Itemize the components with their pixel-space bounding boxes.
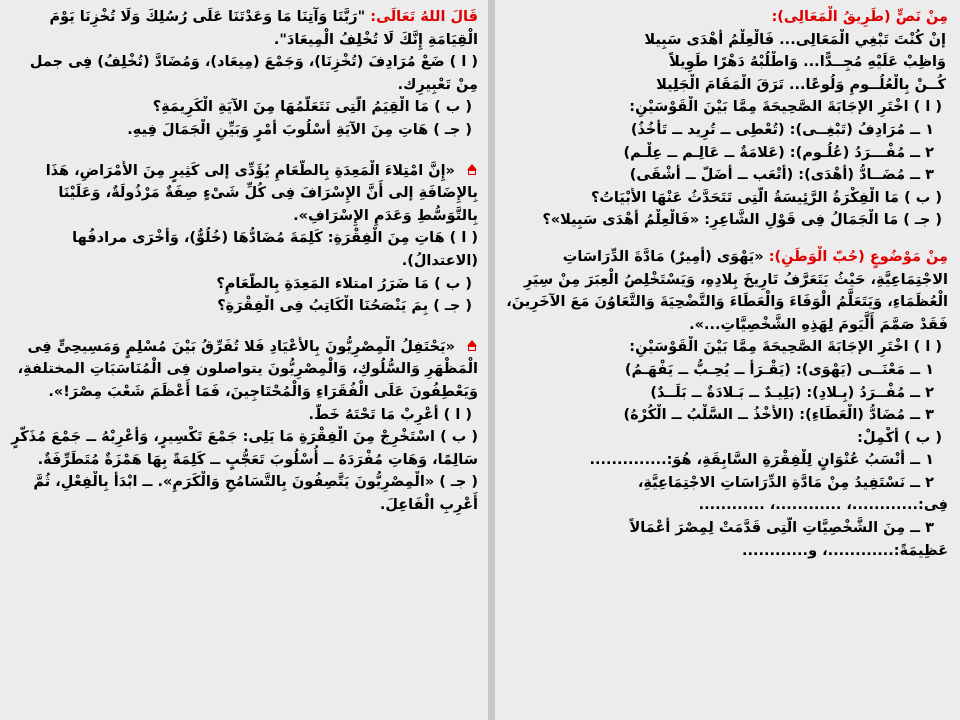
topic-question-b-item-1: ١ ــ أَنْسَبُ عُنْوَانٍ لِلْفِقْرَةِ السَّابِقَةِ، هُوَ:.............. [589,452,934,469]
topic-paragraph [501,246,948,336]
verse-line-3: كُــنْ بِالْعُلُــومِ وَلُوعًا... تَرَقَ الْمَقَامَ الْجَلِيلا [656,76,946,93]
paragraph-3 [6,336,478,404]
topic-question-b-item-3-blanks: عَظِيمَةً:............، و............ [741,542,948,559]
text-heading: مِنْ نَصٍّ (طَرِيقُ الْمَعَالِى): [771,9,948,25]
topic-heading: مِنْ مَوْضُوعٍ (حُبّ الْوَطَنِ): [768,248,948,265]
quran-verse [6,6,478,51]
verse-question-c: ( جـ ) هَاتِ مِنَ الآيَةِ أُسْلُوبَ أَمْرٍ وَبَيِّنِ الْجَمَالَ فِيهِ. [127,121,472,138]
topic-question-a-item-3: ٣ ــ مُضَادُّ (الْعَطَاءِ): (الأَخْذُ ــ السَّلْبُ ــ الْكُرْهُ) [623,407,934,424]
topic-question-a-item-2: ٢ ــ مُفْــرَدُ (بِـلادِ): (بَلِيـدٌ ــ بَـلادَةٌ ــ بَلَــدٌ) [650,384,934,401]
verse-question-a: ( ا ) ضَعْ مُرَادِفَ (تُخْزِنَا)، وَجَمْعَ (مِيعَاد)، وَمُضَادَّ (تُخْلِفُ) فِى جمل مِنْ تَعْبِيرِك. [29,54,478,93]
paragraph-2-question-a: ( ا ) هَاتِ مِنَ الْفِقْرَةِ: كَلِمَةَ مُضَادُّهَا (خُلُوٌّ)، وَأُخْرَى مرادفُها (الاعتدالُ). [72,230,478,269]
topic-question-a: ( ا ) اخْتَرِ الإجَابَةَ الصَّحِيحَةَ مِمَّا بَيْنَ الْقَوْسَيْنِ: [629,339,942,356]
topic-body: «يَهْوَى (أَمِيرٌ) مَادَّةَ الدِّرَاسَاتِ الاجْتِمَاعِيَّةِ، حَيْثُ يَتَعَرَّفُ تَارِيخَ بِلادِهِ، وَيَسْتَخْلِصُ الْعِبَرَ مِنْ سِيَرِ الْعُظَمَاءِ، وَيَتَعَلَّمُ الْوَفَاءَ وَالْعَطَاءَ وَالتَّضْحِيَةَ وَالتَّعَاوُنَ مَعَ الآخَرِينَ، فَقَدْ صَمَّمَ أَلَّيَومَ لِهَذِهِ الشَّخْصِيَّاتِ...». [506,248,948,333]
paragraph-3-body: «يَحْتَفِلُ الْمِصْرِيُّونَ بِالأَعْيَادِ فَلا تُفَرِّقُ بَيْنَ مُسْلِمٍ وَمَسِيحِىٍّ فِى الْمَظْهَرِ وَالسُّلُوكِ، وَالْمِصْرِيُّونَ يتواصلون فِى الْمُنَاسَبَاتِ المختلفةِ، وَيَعْطِفُونَ عَلَى الْفُقَرَاءِ وَالْمُحْتَاجِينَ، فَمَا أَعْظَمَ شَعْبَ مِصْرَ!». [17,338,478,400]
paragraph-3-question-c: ( جـ ) «الْمِصْرِيُّونَ يَتَّصِفُونَ بِالتَّسَامُحِ وَالْكَرَمِ». ــ ابْدَأْ بِالْفِعْلِ، ثُمَّ أَعْرِبِ الْفَاعِلَ. [33,474,478,513]
paragraph-2 [6,160,478,228]
question-b: ( ب ) مَا الْفِكْرَةُ الرَّئِيسَةُ الَّتِى تَتَحَدَّثُ عَنْهَا الأَبْيَاتُ؟ [590,189,942,206]
topic-question-b-item-3: ٣ ــ مِنَ الشَّخْصِيَّاتِ الَّتِى قَدَّمَتْ لِمِصْرَ أَعْمَالاً [629,520,934,537]
topic-question-b: ( ب ) أَكْمِلْ: [857,429,942,446]
question-a-item-1: ١ ــ مُرَادِفُ (تَبْغِــى): (تُعْطِى ــ تُرِيد ــ تَأْخُذُ) [630,121,934,138]
question-a-item-3: ٣ ــ مُضَــادُّ (أَهْدَى): (أَتْعَب ــ أَضَلّ ــ أَشْقَى) [629,167,934,184]
home-icon [466,164,478,176]
paragraph-2-question-c: ( جـ ) بِمَ يَنْصَحُنَا الْكَاتِبُ فِى الْفِقْرَةِ؟ [217,298,472,315]
quran-verse-label: قَالَ اللهُ تَعَالَى: [370,9,478,25]
verse-line-1: إنْ كُنْتَ تَبْغِي الْمَعَالِى... فَالْعِلْمُ أَهْدَى سَبِيلا [644,31,946,48]
verse-line-2: وَاظِبْ عَلَيْهِ مُجِــدًّا... وَاطْلُبْهُ دَهْرًا طَوِيلاً [669,54,946,71]
right-column [495,0,960,720]
paragraph-2-body: «إِنَّ امْتِلاءَ الْمَعِدَةِ بِالطَّعَامِ يُؤَدِّى إلى كَثِيرٍ مِنَ الأَمْرَاضِ، هَذَا بِالإِضَافَةِ إلى أَنَّ الإِسْرَافَ فِى كُلِّ شَىْءٍ صِفَةٌ مَرْذُولَةٌ، وَعَلَيْنَا بِالتَّوَسُّطِ وَعَدَمِ الإِسْرَافِ». [45,162,478,224]
topic-question-a-item-1: ١ ــ مَعْنَــى (يَهْوَى): (يَقْـرَأُ ــ يُحِـبُّ ــ يَفْهَـمُ) [624,361,934,378]
question-a-item-2: ٢ ــ مُفْـــرَدُ (عُلُـوم): (عَلامَةٌ ــ عَالِـم ــ عِلْـم) [623,144,934,161]
question-a: ( ا ) اخْتَرِ الإجَابَةَ الصَّحِيحَةَ مِمَّا بَيْنَ الْقَوْسَيْنِ: [629,99,942,116]
paragraph-3-question-a: ( ا ) أَعْرِبْ مَا تَحْتَهُ خَطٌّ. [308,406,472,423]
topic-question-b-item-2-blanks: فِى:............، ............، ............ [698,497,948,514]
paragraph-3-question-b: ( ب ) اسْتَخْرِجْ مِنَ الْفِقْرَةِ مَا يَلِى: جَمْعَ تَكْسِيرٍ، وَأَعْرِبْهُ ــ جَمْعَ مُذَكَّرٍ سَالِمًا، وَهَاتِ مُفْرَدَهُ ــ أُسْلُوبَ تَعَجُّبٍ ــ كَلِمَةً بِهَا هَمْزَةٌ مُتَطَرِّفَةٌ. [11,429,478,468]
home-icon [466,340,478,352]
topic-question-b-item-2: ٢ ــ نَسْتَفِيدُ مِنْ مَادَّةِ الدِّرَاسَاتِ الاجْتِمَاعِيَّةِ، [637,474,934,491]
paragraph-2-question-b: ( ب ) مَا ضَرَرُ امتلاء المَعِدَةِ بِالطَّعَامِ؟ [216,275,472,292]
verse-question-b: ( ب ) مَا الْقِيَمُ الَّتِى نَتَعَلَّمُهَا مِنَ الآيَةِ الْكَرِيمَةِ؟ [152,99,472,116]
quran-verse-text: "رَبَّنَا وَآتِنَا مَا وَعَدْتَنَا عَلَى رُسُلِكَ وَلَا تُخْزِنَا يَوْمَ الْقِيَامَةِ إِنَّكَ لَا تُخْلِفُ الْمِيعَادَ". [49,9,478,48]
question-c: ( جـ ) مَا الْجَمَالُ فِى قَوْلِ الشَّاعِرِ: «فَالْعِلْمُ أَهْدَى سَبِيلا»؟ [542,212,942,229]
